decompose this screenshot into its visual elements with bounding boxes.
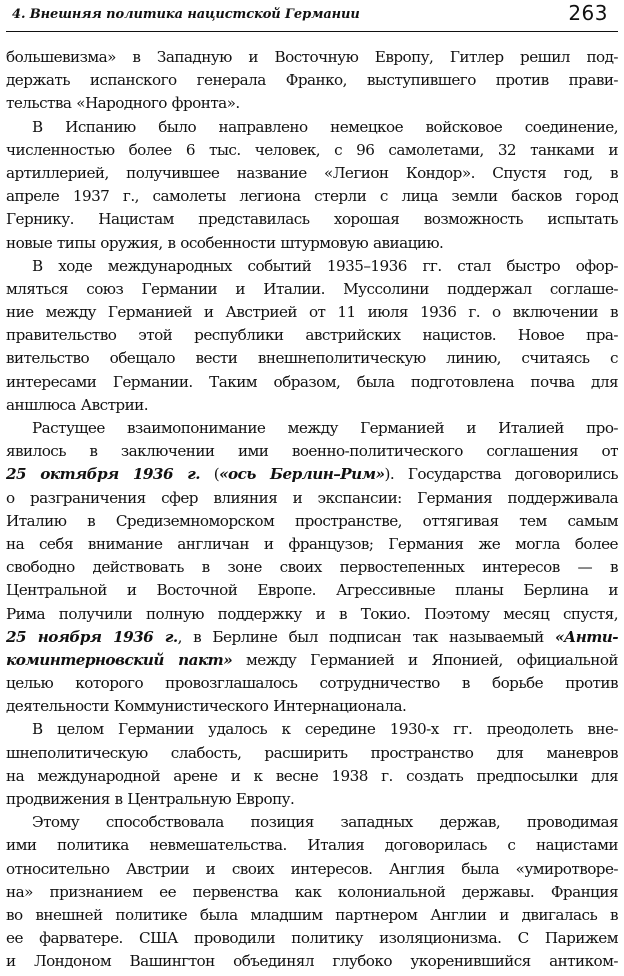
text-segment: , в Берлине был подписан так называемый (177, 627, 555, 646)
text-line: на международной арене и к весне 1938 г. создать предпосылки для (6, 766, 618, 785)
text-line: тельства «Народного фронта». (6, 94, 240, 113)
text-line: В ходе международных событий 1935–1936 гг. стал быстро офор- (32, 256, 618, 275)
body-text (6, 46, 618, 974)
text-line: свободно действовать в зоне своих первостепенных интересов — в (6, 558, 618, 577)
text-line: интересами Германии. Таким образом, была подготовлена почва для (6, 372, 618, 391)
text-line: о разграничения сфер влияния и экспансии: Германия поддерживала (6, 488, 618, 507)
text-line: деятельности Коммунистического Интернационала. (6, 697, 407, 716)
text-line: Италию в Средиземноморском пространстве, оттягивая тем самым (6, 511, 618, 530)
text-line: Рима получили полную поддержку и в Токио. Поэтому месяц спустя, (6, 604, 618, 623)
emphasized-text: «ось Берлин–Рим» (219, 465, 385, 484)
text-segment: между Германией и Японией, официальной (232, 650, 618, 669)
text-line: на» признанием ее первенства как колониальной державы. Франция (6, 882, 618, 901)
text-line: В Испанию было направлено немецкое войсковое соединение, (32, 117, 618, 136)
text-line: ее фарватере. США проводили политику изоляционизма. С Парижем (6, 929, 618, 948)
running-head (6, 0, 618, 32)
text-line: апреле 1937 г., самолеты легиона стерли с лица земли басков город (6, 187, 618, 206)
emphasized-text: 25 октября 1936 г. (6, 465, 200, 484)
emphasized-text: 25 ноября 1936 г. (6, 627, 178, 646)
text-line (6, 649, 618, 672)
text-line: аншлюса Австрии. (6, 395, 149, 414)
header-rule (6, 31, 618, 32)
text-line: Центральной и Восточной Европе. Агрессивные планы Берлина и (6, 581, 618, 600)
page-number: 263 (568, 1, 608, 25)
text-line: ими политика невмешательства. Италия договорилась с нацистами (6, 836, 618, 855)
text-line: вительство обещало вести внешнеполитическую линию, считаясь с (6, 349, 618, 368)
text-line: во внешней политике была младшим партнером Англии и двигалась в (6, 905, 618, 924)
text-line: на себя внимание англичан и французов; Германия же могла более (6, 534, 618, 553)
text-line: и Лондоном Вашингтон объединял глубоко укоренившийся антиком- (6, 952, 618, 971)
text-line: новые типы оружия, в особенности штурмовую авиацию. (6, 233, 444, 252)
text-line: шнеполитическую слабость, расширить пространство для маневров (6, 743, 618, 762)
emphasized-text: коминтерновский пакт» (6, 650, 233, 669)
text-line: правительство этой республики австрийских нацистов. Новое пра- (6, 326, 618, 345)
text-line (6, 463, 618, 486)
text-line: ние между Германией и Австрией от 11 июля 1936 г. о включении в (6, 303, 618, 322)
text-line: держать испанского генерала Франко, выступившего против прави- (6, 71, 618, 90)
text-line: большевизма» в Западную и Восточную Европу, Гитлер решил под- (6, 48, 618, 66)
text-line: продвижения в Центральную Европу. (6, 790, 295, 808)
text-segment: ). Государства договорились (384, 465, 618, 484)
text-line: Гернику. Нацистам представилась хорошая возможность испытать (6, 210, 618, 229)
text-line: Растущее взаимопонимание между Германией и Италией про- (32, 419, 618, 437)
running-title: 4. Внешняя политика нацистской Германии (12, 7, 360, 22)
text-line: Этому способствовала позиция западных держав, проводимая (32, 813, 618, 832)
text-line: артиллерией, получившее название «Легион Кондор». Спустя год, в (6, 163, 618, 182)
text-line: явилось в заключении ими военно-политического соглашения от (6, 442, 618, 461)
text-line: мляться союз Германии и Италии. Муссолини поддержал соглаше- (6, 279, 618, 298)
text-segment: ( (199, 465, 220, 484)
text-line: В целом Германии удалось к середине 1930-х гг. преодолеть вне- (32, 720, 618, 739)
text-line (6, 626, 618, 649)
text-line: относительно Австрии и своих интересов. Англия была «умиротворе- (6, 859, 618, 878)
text-line: целью которого провозглашалось сотрудничество в борьбе против (6, 674, 618, 693)
emphasized-text: «Анти- (554, 627, 618, 646)
text-line: численностью более 6 тыс. человек, с 96 самолетами, 32 танками и (6, 140, 618, 159)
